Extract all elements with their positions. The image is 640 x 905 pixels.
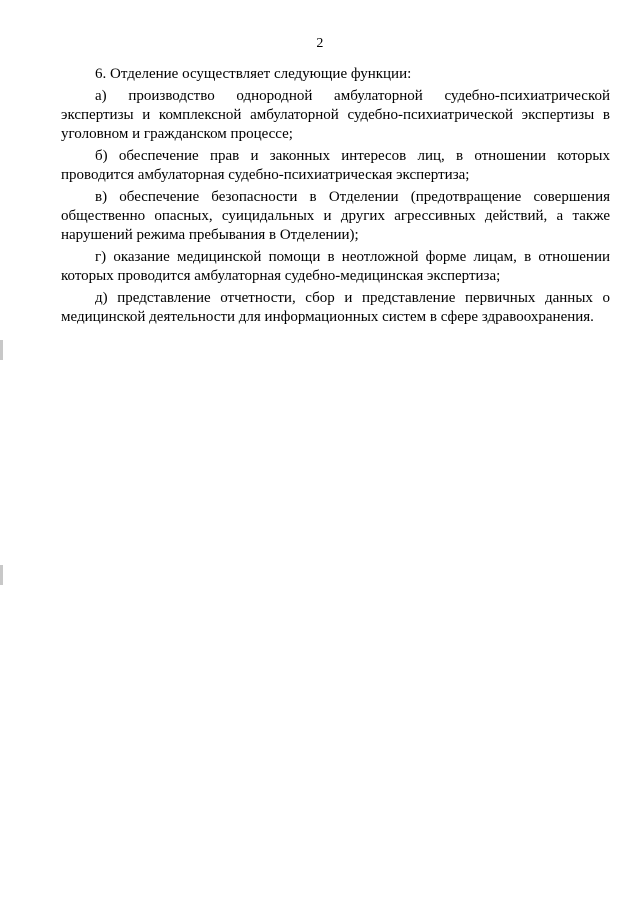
paragraph-item-d: д) представление отчетности, сбор и представление первичных данных о медицинской деятельности для информационных систем в сфере здравоохранения. [61,290,610,325]
scan-edge-mark [0,340,3,360]
paragraph-item-v: в) обеспечение безопасности в Отделении (предотвращение совершения общественно опасных, суицидальных и других агрессивных действий, а также нарушений режима пребывания в Отделении); [61,189,610,243]
scan-edge-mark [0,565,3,585]
paragraph-functions-heading: 6. Отделение осуществляет следующие функции: [95,66,412,82]
document-body [61,65,610,330]
paragraph-item-b: б) обеспечение прав и законных интересов лиц, в отношении которых проводится амбулаторная судебно-психиатрическая экспертиза; [61,148,610,183]
paragraph-item-g: г) оказание медицинской помощи в неотложной форме лицам, в отношении которых проводится амбулаторная судебно-медицинская экспертиза; [61,249,610,284]
page-number: 2 [316,36,324,51]
paragraph-item-a: а) производство однородной амбулаторной судебно-психиатрической экспертизы и комплексной амбулаторной судебно-психиатрической экспертизы в уголовном и гражданском процессе; [61,88,610,142]
